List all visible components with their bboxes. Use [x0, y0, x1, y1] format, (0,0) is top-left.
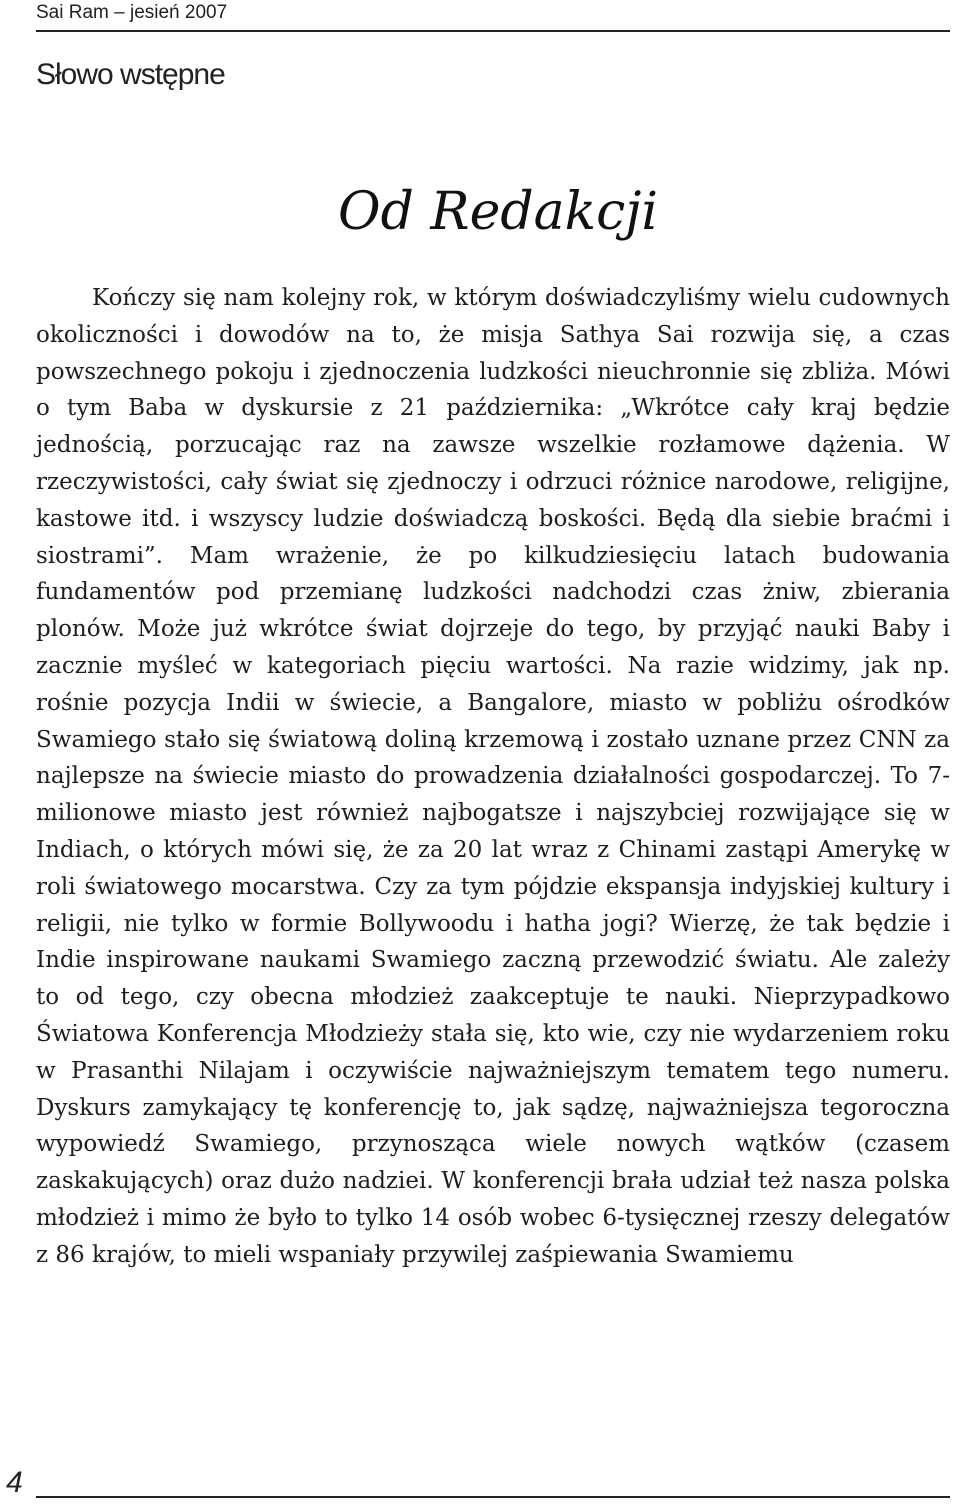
page-number: 4 [6, 1466, 23, 1499]
footer-rule [36, 1496, 950, 1498]
running-header: Sai Ram – jesień 2007 [36, 2, 228, 23]
section-label: Słowo wstępne [36, 58, 225, 91]
header-rule [36, 30, 950, 32]
article-title: Od Redakcji [337, 182, 659, 242]
article-body: Kończy się nam kolejny rok, w którym doświadczyliśmy wielu cudownych okoliczności i dowodów na to, że misja Sathya Sai rozwija się, a czas powszechnego pokoju i zjednoczenia ludzkości nieuchronnie się zbliża. Mówi o tym Baba w dyskursie z 21 października: „Wkrótce cały kraj będzie jednością, porzucając raz na zawsze wszelkie rozłamowe dążenia. W rzeczywistości, cały świat się zjednoczy i odrzuci różnice narodowe, religijne, kastowe itd. i wszyscy ludzie doświadczą boskości. Będą dla siebie braćmi i siostrami”. Mam wrażenie, że po kilkudziesięciu latach budowania fundamentów pod przemianę ludzkości nadchodzi czas żniw, zbierania plonów. Może już wkrótce świat dojrzeje do tego, by przyjąć nauki Baby i zacznie myśleć w kategoriach pięciu wartości. Na razie widzimy, jak np. rośnie pozycja Indii w świecie, a Bangalore, miasto w pobliżu ośrodków Swamiego stało się światową doliną krzemową i zostało uznane przez CNN za najlepsze na świecie miasto do prowadzenia działalności gospodarczej. To 7-milionowe miasto jest również najbogatsze i najszybciej rozwijające się w Indiach, o których mówi się, że za 20 lat wraz z Chinami zastąpi Amerykę w roli światowego mocarstwa. Czy za tym pójdzie ekspansja indyjskiej kultury i religii, nie tylko w formie Bollywoodu i hatha jogi? Wierzę, że tak będzie i Indie inspirowane naukami Swamiego zaczną przewodzić światu. Ale zależy to od tego, czy obecna młodzież zaakceptuje te nauki. Nieprzypadkowo Światowa Konferencja Młodzieży stała się, kto wie, czy nie wydarzeniem roku w Prasanthi Nilajam i oczywiście najważniejszym tematem tego numeru. Dyskurs zamykający tę konferencję to, jak sądzę, najważniejsza tegoroczna wypowiedź Swamiego, przynosząca wiele nowych wątków (czasem zaskakujących) oraz dużo nadziei. W konferencji brała udział też nasza polska młodzież i mimo że było to tylko 14 osób wobec 6-tysięcznej rzeszy delegatów z 86 krajów, to mieli wspaniały przywilej zaśpiewania Swamiemu [36, 285, 950, 1268]
